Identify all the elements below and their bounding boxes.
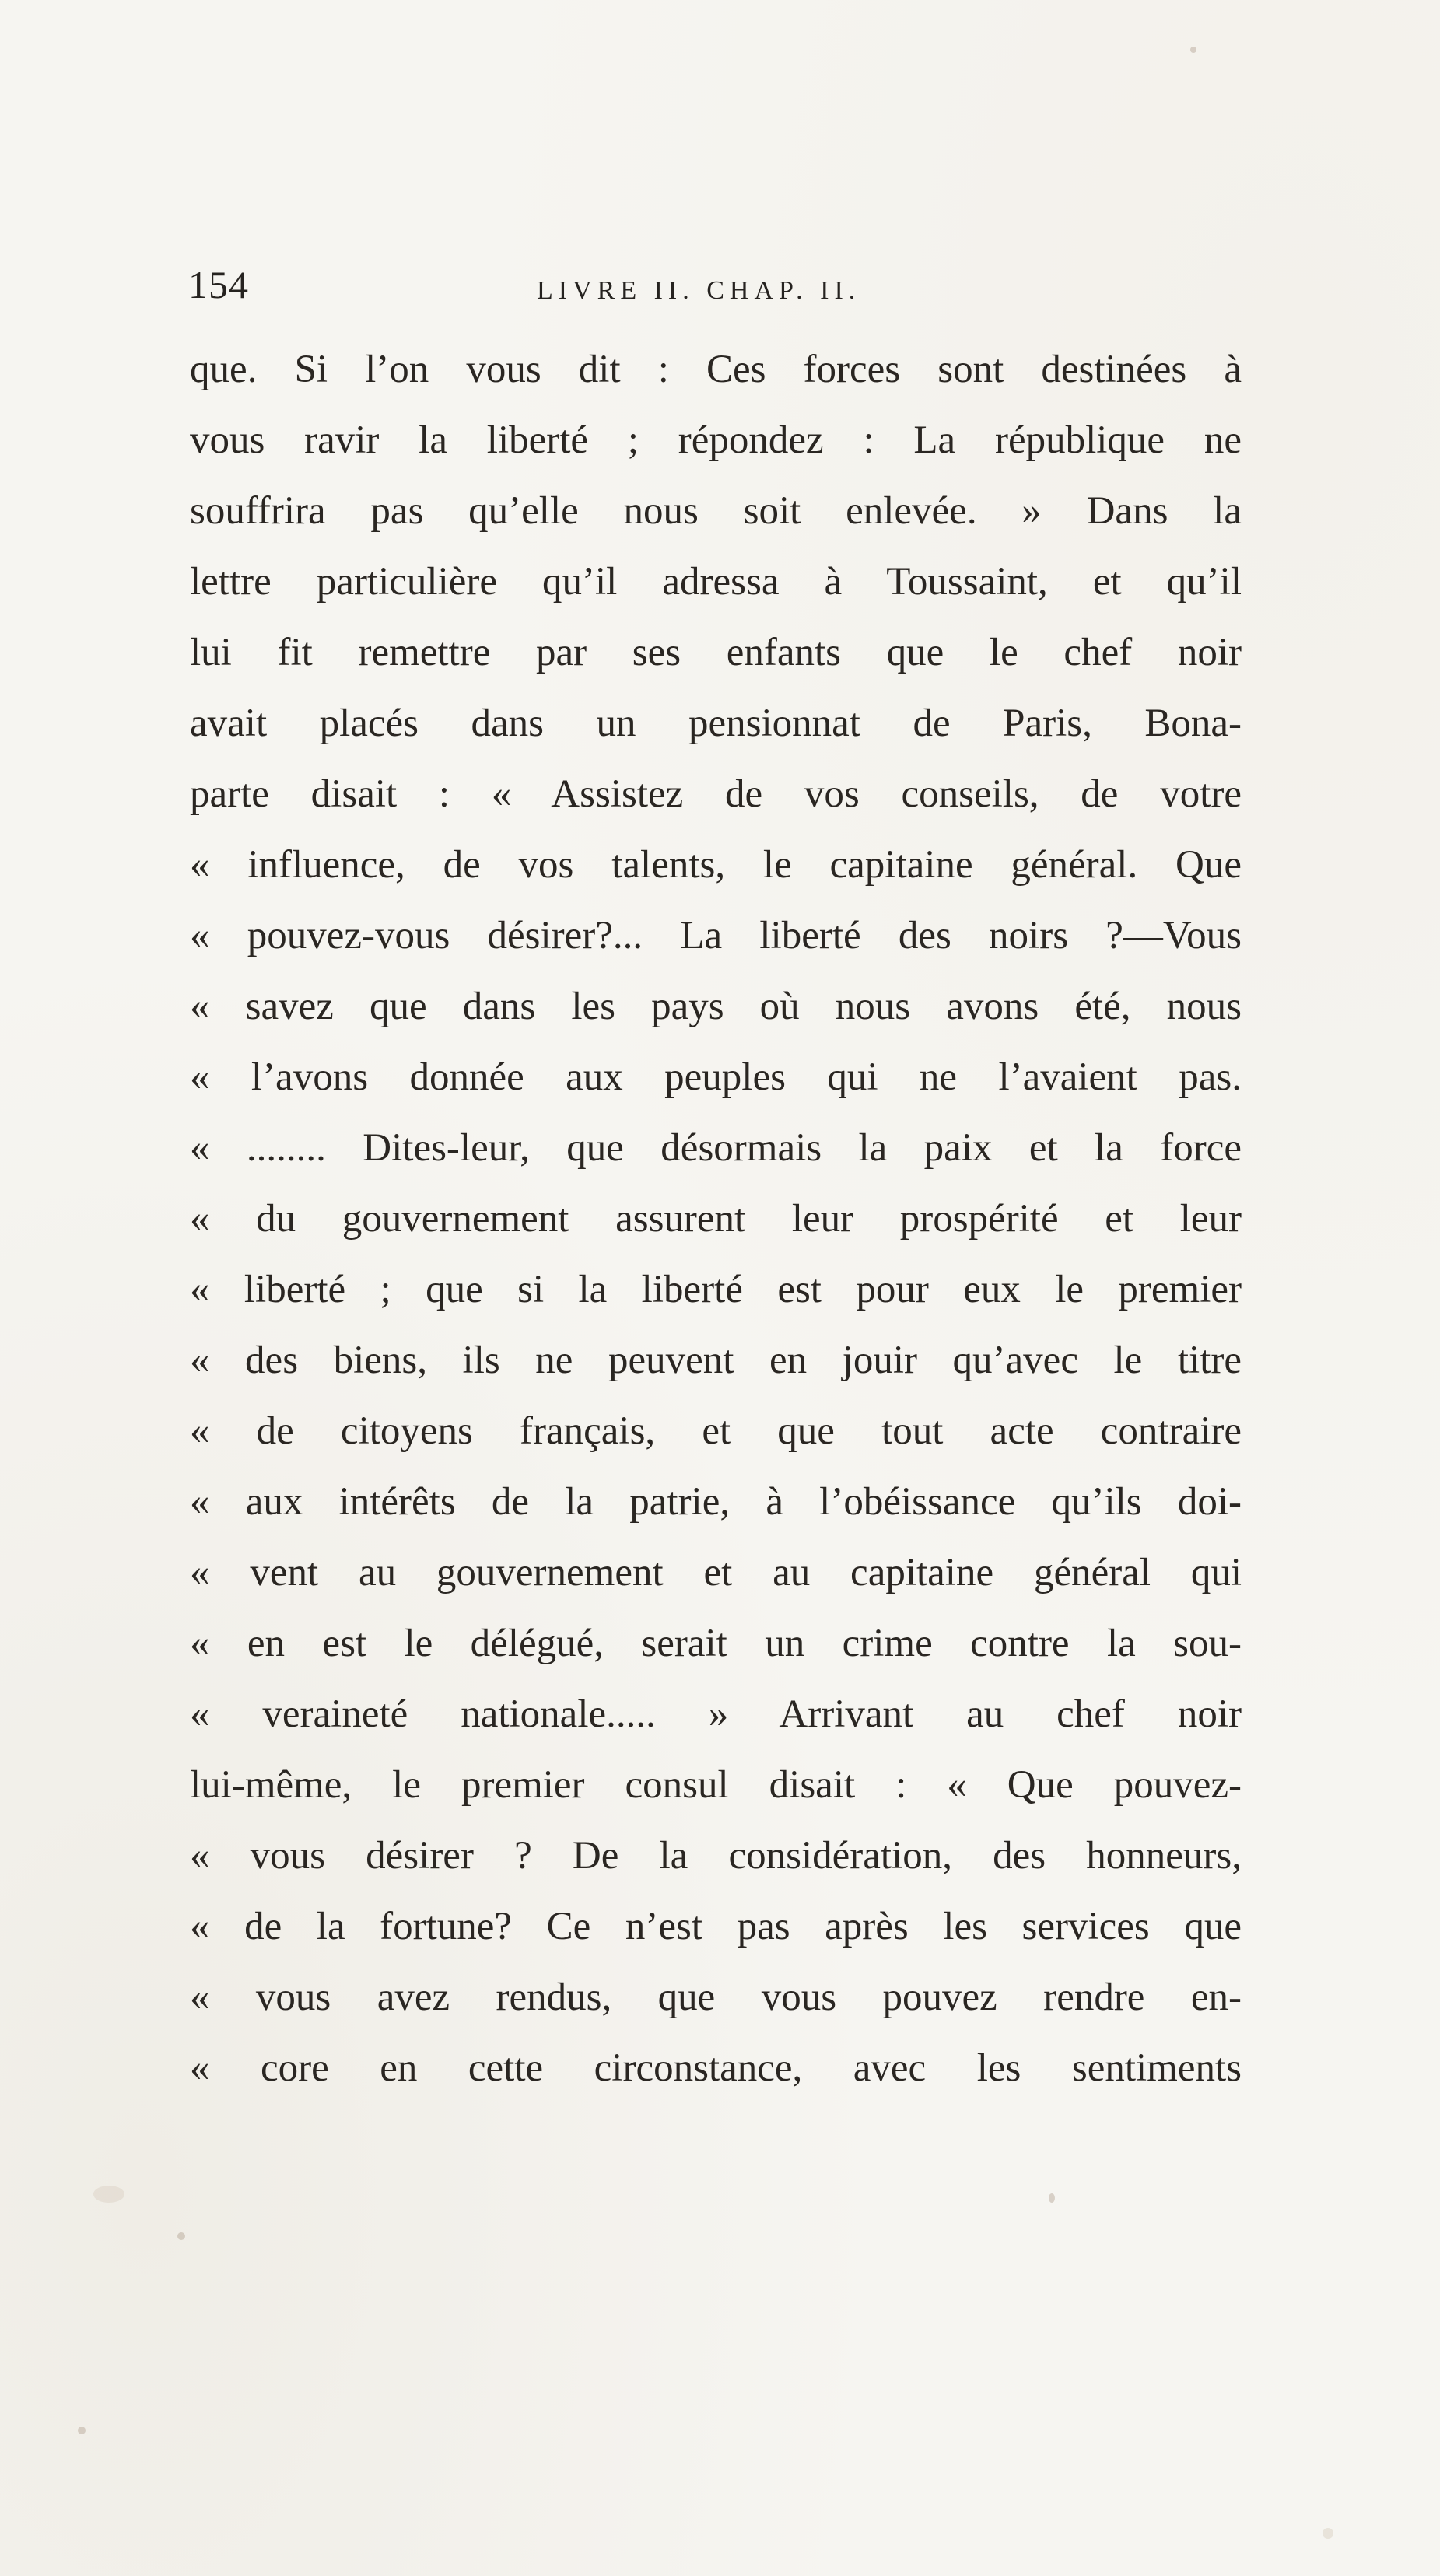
text-line: que. Si l’on vous dit : Ces forces sont destinées à (190, 348, 1242, 391)
text-line: avait placés dans un pensionnat de Paris, Bona- (190, 702, 1242, 745)
paper-speck (93, 2186, 124, 2203)
paper-speck (1190, 47, 1196, 53)
text-line: « liberté ; que si la liberté est pour eux le premier (190, 1268, 1242, 1311)
text-line: « vent au gouvernement et au capitaine général qui (190, 1551, 1242, 1594)
body-text (190, 334, 1242, 2104)
text-line: « influence, de vos talents, le capitaine général. Que (190, 843, 1242, 887)
text-line: « core en cette circonstance, avec les sentiments (190, 2046, 1242, 2090)
text-line: « de citoyens français, et que tout acte contraire (190, 1409, 1242, 1453)
text-line: « des biens, ils ne peuvent en jouir qu’avec le titre (190, 1339, 1242, 1382)
paper-speck (1049, 2193, 1055, 2203)
running-head: LIVRE II. CHAP. II. (537, 276, 861, 305)
text-line: « en est le délégué, serait un crime contre la sou- (190, 1622, 1242, 1665)
text-line: « l’avons donnée aux peuples qui ne l’avaient pas. (190, 1055, 1242, 1099)
paper-speck (78, 2427, 86, 2434)
text-line: « vous avez rendus, que vous pouvez rendre en- (190, 1976, 1242, 2019)
text-line: « de la fortune? Ce n’est pas après les services que (190, 1905, 1242, 1948)
paper-speck (177, 2232, 185, 2240)
page-header (0, 257, 1440, 327)
text-line: « savez que dans les pays où nous avons été, nous (190, 985, 1242, 1028)
text-line: « veraineté nationale..... » Arrivant au chef noir (190, 1692, 1242, 1736)
paper-speck (1323, 2528, 1333, 2539)
text-line: « ........ Dites-leur, que désormais la paix et la force (190, 1126, 1242, 1170)
text-line: « aux intérêts de la patrie, à l’obéissance qu’ils doi- (190, 1480, 1242, 1524)
text-line: lui fit remettre par ses enfants que le chef noir (190, 631, 1242, 674)
text-line: parte disait : « Assistez de vos conseils, de votre (190, 772, 1242, 816)
text-line: « du gouvernement assurent leur prospérité et leur (190, 1197, 1242, 1241)
text-line: souffrira pas qu’elle nous soit enlevée. » Dans la (190, 489, 1242, 533)
text-line: « vous désirer ? De la considération, des honneurs, (190, 1834, 1242, 1878)
text-line: vous ravir la liberté ; répondez : La république ne (190, 418, 1242, 462)
text-line: « pouvez-vous désirer?... La liberté des noirs ?—Vous (190, 914, 1242, 957)
text-line: lui-même, le premier consul disait : « Que pouvez- (190, 1763, 1242, 1807)
text-line: lettre particulière qu’il adressa à Toussaint, et qu’il (190, 560, 1242, 604)
page-number: 154 (188, 263, 249, 306)
